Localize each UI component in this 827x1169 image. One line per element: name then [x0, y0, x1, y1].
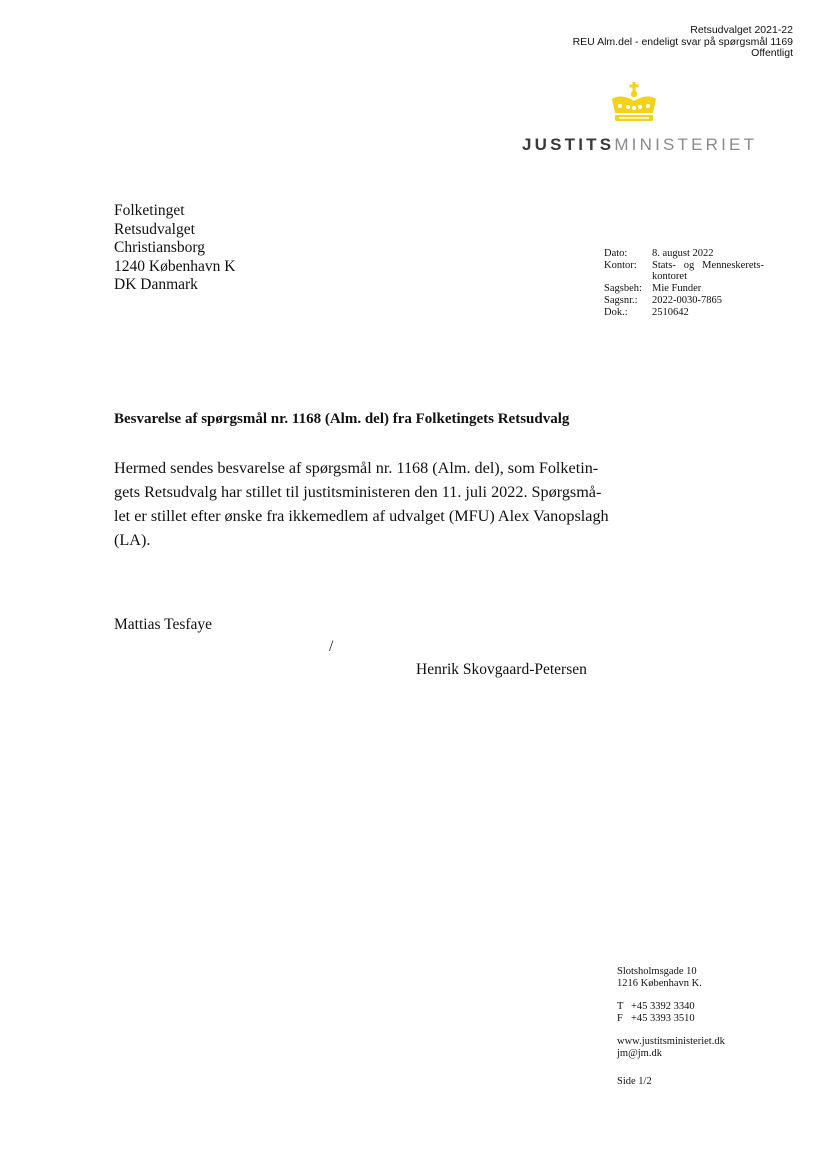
page-number: Side 1/2: [617, 1075, 652, 1087]
stamp-status: Offentligt: [751, 47, 793, 59]
meta-document-number: Dok.: 2510642: [604, 306, 689, 318]
recipient-line: DK Danmark: [114, 276, 198, 293]
footer-street: Slotsholmsgade 10: [617, 966, 697, 977]
ministry-logo-text: [522, 135, 757, 155]
signature-official: Henrik Skovgaard-Petersen: [416, 661, 587, 678]
recipient-line: 1240 København K: [114, 257, 236, 275]
logo-part-justits: JUSTITS: [522, 135, 615, 154]
footer-fax: F +45 3393 3510: [617, 1012, 695, 1024]
case-metadata: [604, 248, 764, 318]
footer-city: 1216 København K.: [617, 977, 702, 989]
recipient-address: [114, 202, 235, 295]
stamp-reference: REU Alm.del - endeligt svar på spørgsmål 1169: [572, 35, 793, 48]
footer-website-link[interactable]: www.justitsministeriet.dk: [617, 1036, 725, 1048]
logo-part-ministeriet: MINISTERIET: [614, 135, 758, 154]
letter-subject: Besvarelse af spørgsmål nr. 1168 (Alm. del) fra Folketingets Retsudvalg: [114, 411, 570, 427]
crown-logo-icon: [608, 82, 660, 124]
meta-office: Kontor: Stats- og Menneskerets- kontoret: [604, 259, 764, 283]
recipient-line: Christiansborg: [114, 239, 205, 256]
body-line: let er stillet efter ønske fra ikkemedlem af udvalget (MFU) Alex Vanopslagh: [114, 507, 609, 525]
body-line: Hermed sendes besvarelse af spørgsmål nr. 1168 (Alm. del), som Folketin-: [114, 459, 599, 477]
body-line: gets Retsudvalg har stillet til justitsministeren den 11. juli 2022. Spørgsmå-: [114, 483, 602, 501]
signature-minister: Mattias Tesfaye: [114, 616, 213, 633]
signature-separator: /: [329, 638, 334, 655]
footer-phone: T +45 3392 3340: [617, 1001, 695, 1013]
stamp-committee: Retsudvalget 2021-22: [690, 24, 793, 36]
ministry-contact-footer: [617, 966, 725, 1087]
recipient-line: Retsudvalget: [114, 220, 195, 238]
meta-handler: Sagsbeh: Mie Funder: [604, 283, 702, 295]
recipient-line: Folketinget: [114, 202, 185, 219]
document-stamp: [573, 25, 793, 60]
meta-case-number: Sagsnr.: 2022-0030-7865: [604, 294, 722, 306]
letter-body: [114, 456, 609, 552]
footer-email-link[interactable]: jm@jm.dk: [617, 1047, 662, 1059]
body-line: (LA).: [114, 531, 151, 549]
meta-date: Dato: 8. august 2022: [604, 248, 714, 259]
